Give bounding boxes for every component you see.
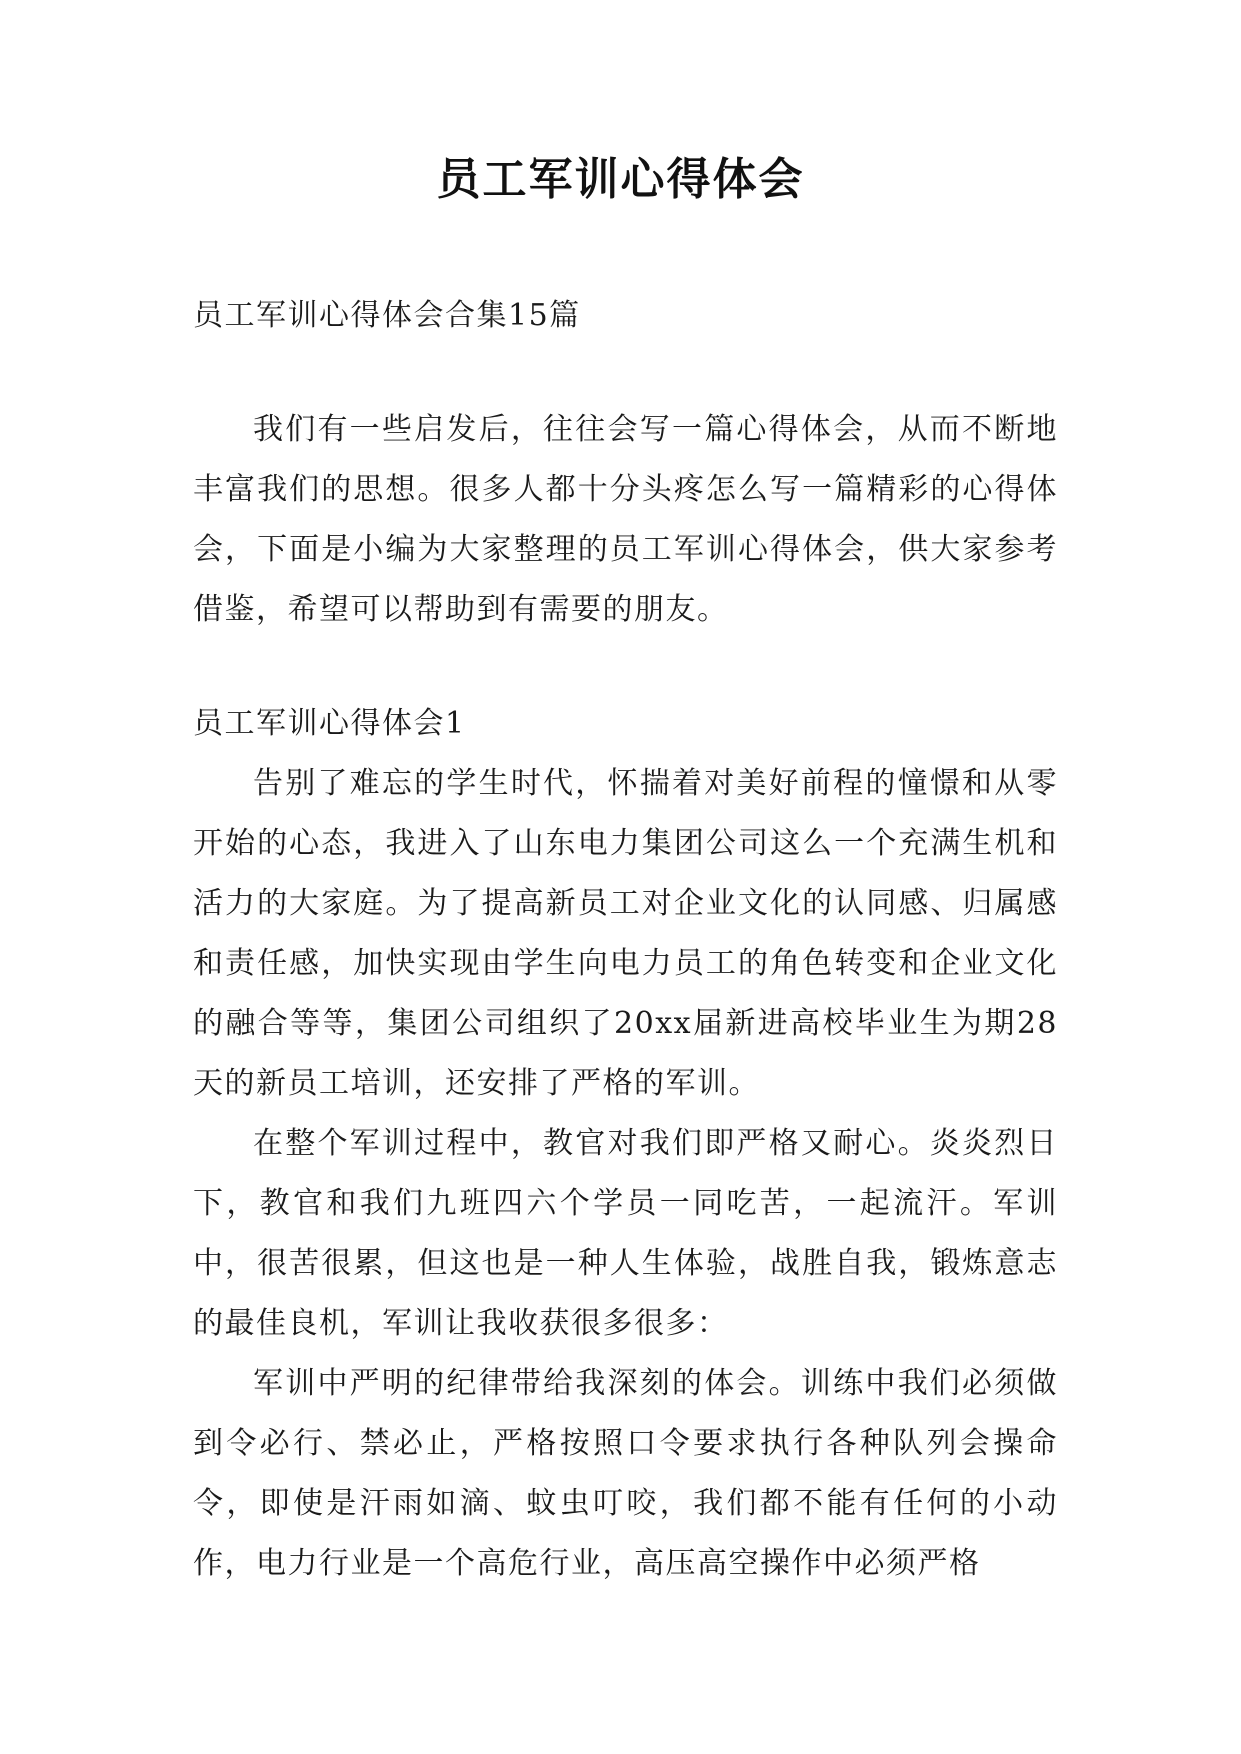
body-paragraph: 军训中严明的纪律带给我深刻的体会。训练中我们必须做到令必行、禁必止，严格按照口令要求执行各种队列会操命令，即使是汗雨如滴、蚊虫叮咬，我们都不能有任何的小动作，电力行业是一个高危行业，高压高空操作中必须严格 <box>193 1366 1058 1581</box>
intro-paragraph: 我们有一些启发后，往往会写一篇心得体会，从而不断地丰富我们的思想。很多人都十分头疼怎么写一篇精彩的心得体会，下面是小编为大家整理的员工军训心得体会，供大家参考借鉴，希望可以帮助到有需要的朋友。 <box>193 412 1058 627</box>
document-title: 员工军训心得体会 <box>436 154 805 205</box>
document-body <box>193 286 1058 1594</box>
body-paragraph: 告别了难忘的学生时代，怀揣着对美好前程的憧憬和从零开始的心态，我进入了山东电力集团公司这么一个充满生机和活力的大家庭。为了提高新员工对企业文化的认同感、归属感和责任感，加快实现由学生向电力员工的角色转变和企业文化的融合等等，集团公司组织了20xx届新进高校毕业生为期28天的新员工培训，还安排了严格的军训。 <box>193 766 1058 1101</box>
section-heading: 员工军训心得体会1 <box>193 706 466 741</box>
document-subtitle: 员工军训心得体会合集15篇 <box>193 298 581 333</box>
body-paragraph: 在整个军训过程中，教官对我们即严格又耐心。炎炎烈日下，教官和我们九班四六个学员一同吃苦，一起流汗。军训中，很苦很累，但这也是一种人生体验，战胜自我，锻炼意志的最佳良机，军训让我收获很多很多： <box>193 1126 1058 1341</box>
